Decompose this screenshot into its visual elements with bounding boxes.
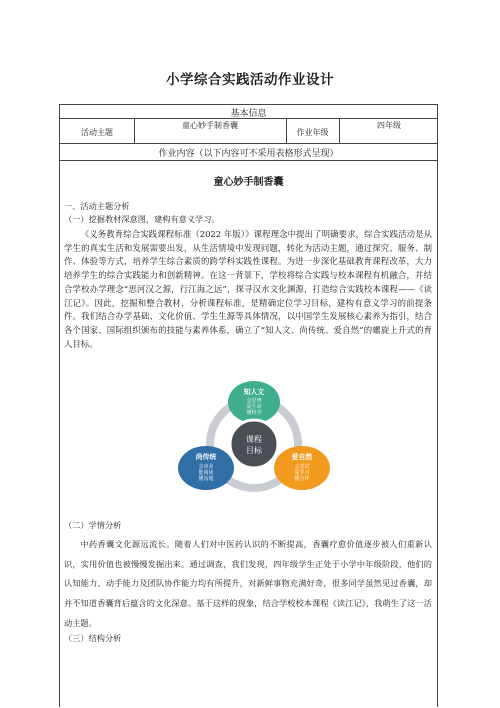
goal-top-title: 知人文 bbox=[243, 388, 265, 396]
goal-center-line: 课程 bbox=[246, 435, 262, 444]
goal-top-line: 懂科学 bbox=[246, 410, 262, 416]
goal-knowledge-humanities bbox=[228, 381, 280, 423]
goal-left-line: 懂沟通 bbox=[198, 476, 214, 482]
goal-left-line: 能阅读 bbox=[198, 470, 214, 476]
goal-right-line: 懂合作 bbox=[294, 476, 310, 482]
subsection-heading: （一）挖掘教材深意图，建构有意义学习。 bbox=[64, 214, 220, 224]
subsection-heading: （二）学情分析 bbox=[64, 520, 122, 530]
goal-right-line: 爱学习 bbox=[294, 470, 310, 476]
homework-content bbox=[60, 160, 437, 708]
goal-top-line: 爱生命 bbox=[246, 404, 262, 410]
goal-center-circle bbox=[230, 420, 278, 468]
goal-nature bbox=[274, 446, 330, 490]
paragraph-curriculum: 《义务教育综合实践课程标准（2022 年版）》课程理念中提出了明确要求，综合实践活动是从学生的真实生活和发展需要出发，从生活情境中发现问题，转化为活动主题，通过探究、服务、制作、体验等方式，培养学生综合素质的跨学科实践性课程。为进一步深化基础教育课程改革，大力培养学生的综合实践能力和创新精神。在这一背景下，学校将综合实践与校本课程有机融合，并结合学校办学理念“思河汉之源，行江海之远”，探寻汉水文化渊源，打造综合实践校本课程——《读江记》。因此，挖掘和整合教材，分析课程标准，是精确定位学习目标，建构有意义学习的前提条件。我们结合办学基础、文化价值、学生生源等具体情况，以中国学生发展核心素养为指引，结合各个国家、国际组织颁布的技能与素养体系，确立了“知人文、尚传统、爱自然”的螺旋上升式的育人目标。 bbox=[64, 229, 432, 349]
theme-value: 童心妙手制香囊 bbox=[182, 121, 238, 130]
section-heading: 一、活动主题分析 bbox=[64, 201, 130, 211]
goal-center bbox=[230, 420, 278, 468]
goal-left-title: 尚传统 bbox=[195, 453, 217, 461]
goal-tradition bbox=[178, 446, 234, 490]
goal-right-title: 爱自然 bbox=[291, 453, 313, 461]
document-title: 小学综合实践活动作业设计 bbox=[166, 72, 334, 88]
goal-center-line: 目标 bbox=[246, 446, 262, 455]
course-goal-diagram bbox=[156, 380, 352, 496]
goal-top-line: 会思辨 bbox=[246, 398, 262, 404]
basic-info-header: 基本信息 bbox=[230, 109, 267, 119]
activity-subtitle: 童心妙手制香囊 bbox=[213, 177, 284, 188]
grade-value: 四年级 bbox=[377, 121, 401, 130]
goal-left-line: 会审美 bbox=[198, 464, 214, 470]
row-divider bbox=[60, 143, 437, 144]
grade-label: 作业年级 bbox=[296, 128, 329, 137]
goal-right-line: 会尝试 bbox=[294, 464, 310, 470]
theme-label: 活动主题 bbox=[81, 128, 113, 137]
subsection-heading: （三）结构分析 bbox=[64, 633, 122, 643]
paragraph-learner-analysis: 中药香囊文化源远流长。随着人们对中医药认识的不断提高，香囊疗愈价值逐步被人们重新认识，实用价值也被慢慢发掘出来。通过调查，我们发现，四年级学生正处于小学中年级阶段，他们的认知能力、动手能力及团队协作能力均有所提升，对新鲜事物充满好奇，很多同学虽然见过香囊，却并不知道香囊背后蕴含的文化深意。基于这样的现象，结合学校校本课程《读江记》，我萌生了这一活动主题。 bbox=[64, 539, 432, 628]
homework-form-table bbox=[59, 104, 438, 707]
homework-content-header: 作业内容（以下内容可不采用表格形式呈现） bbox=[158, 149, 339, 159]
